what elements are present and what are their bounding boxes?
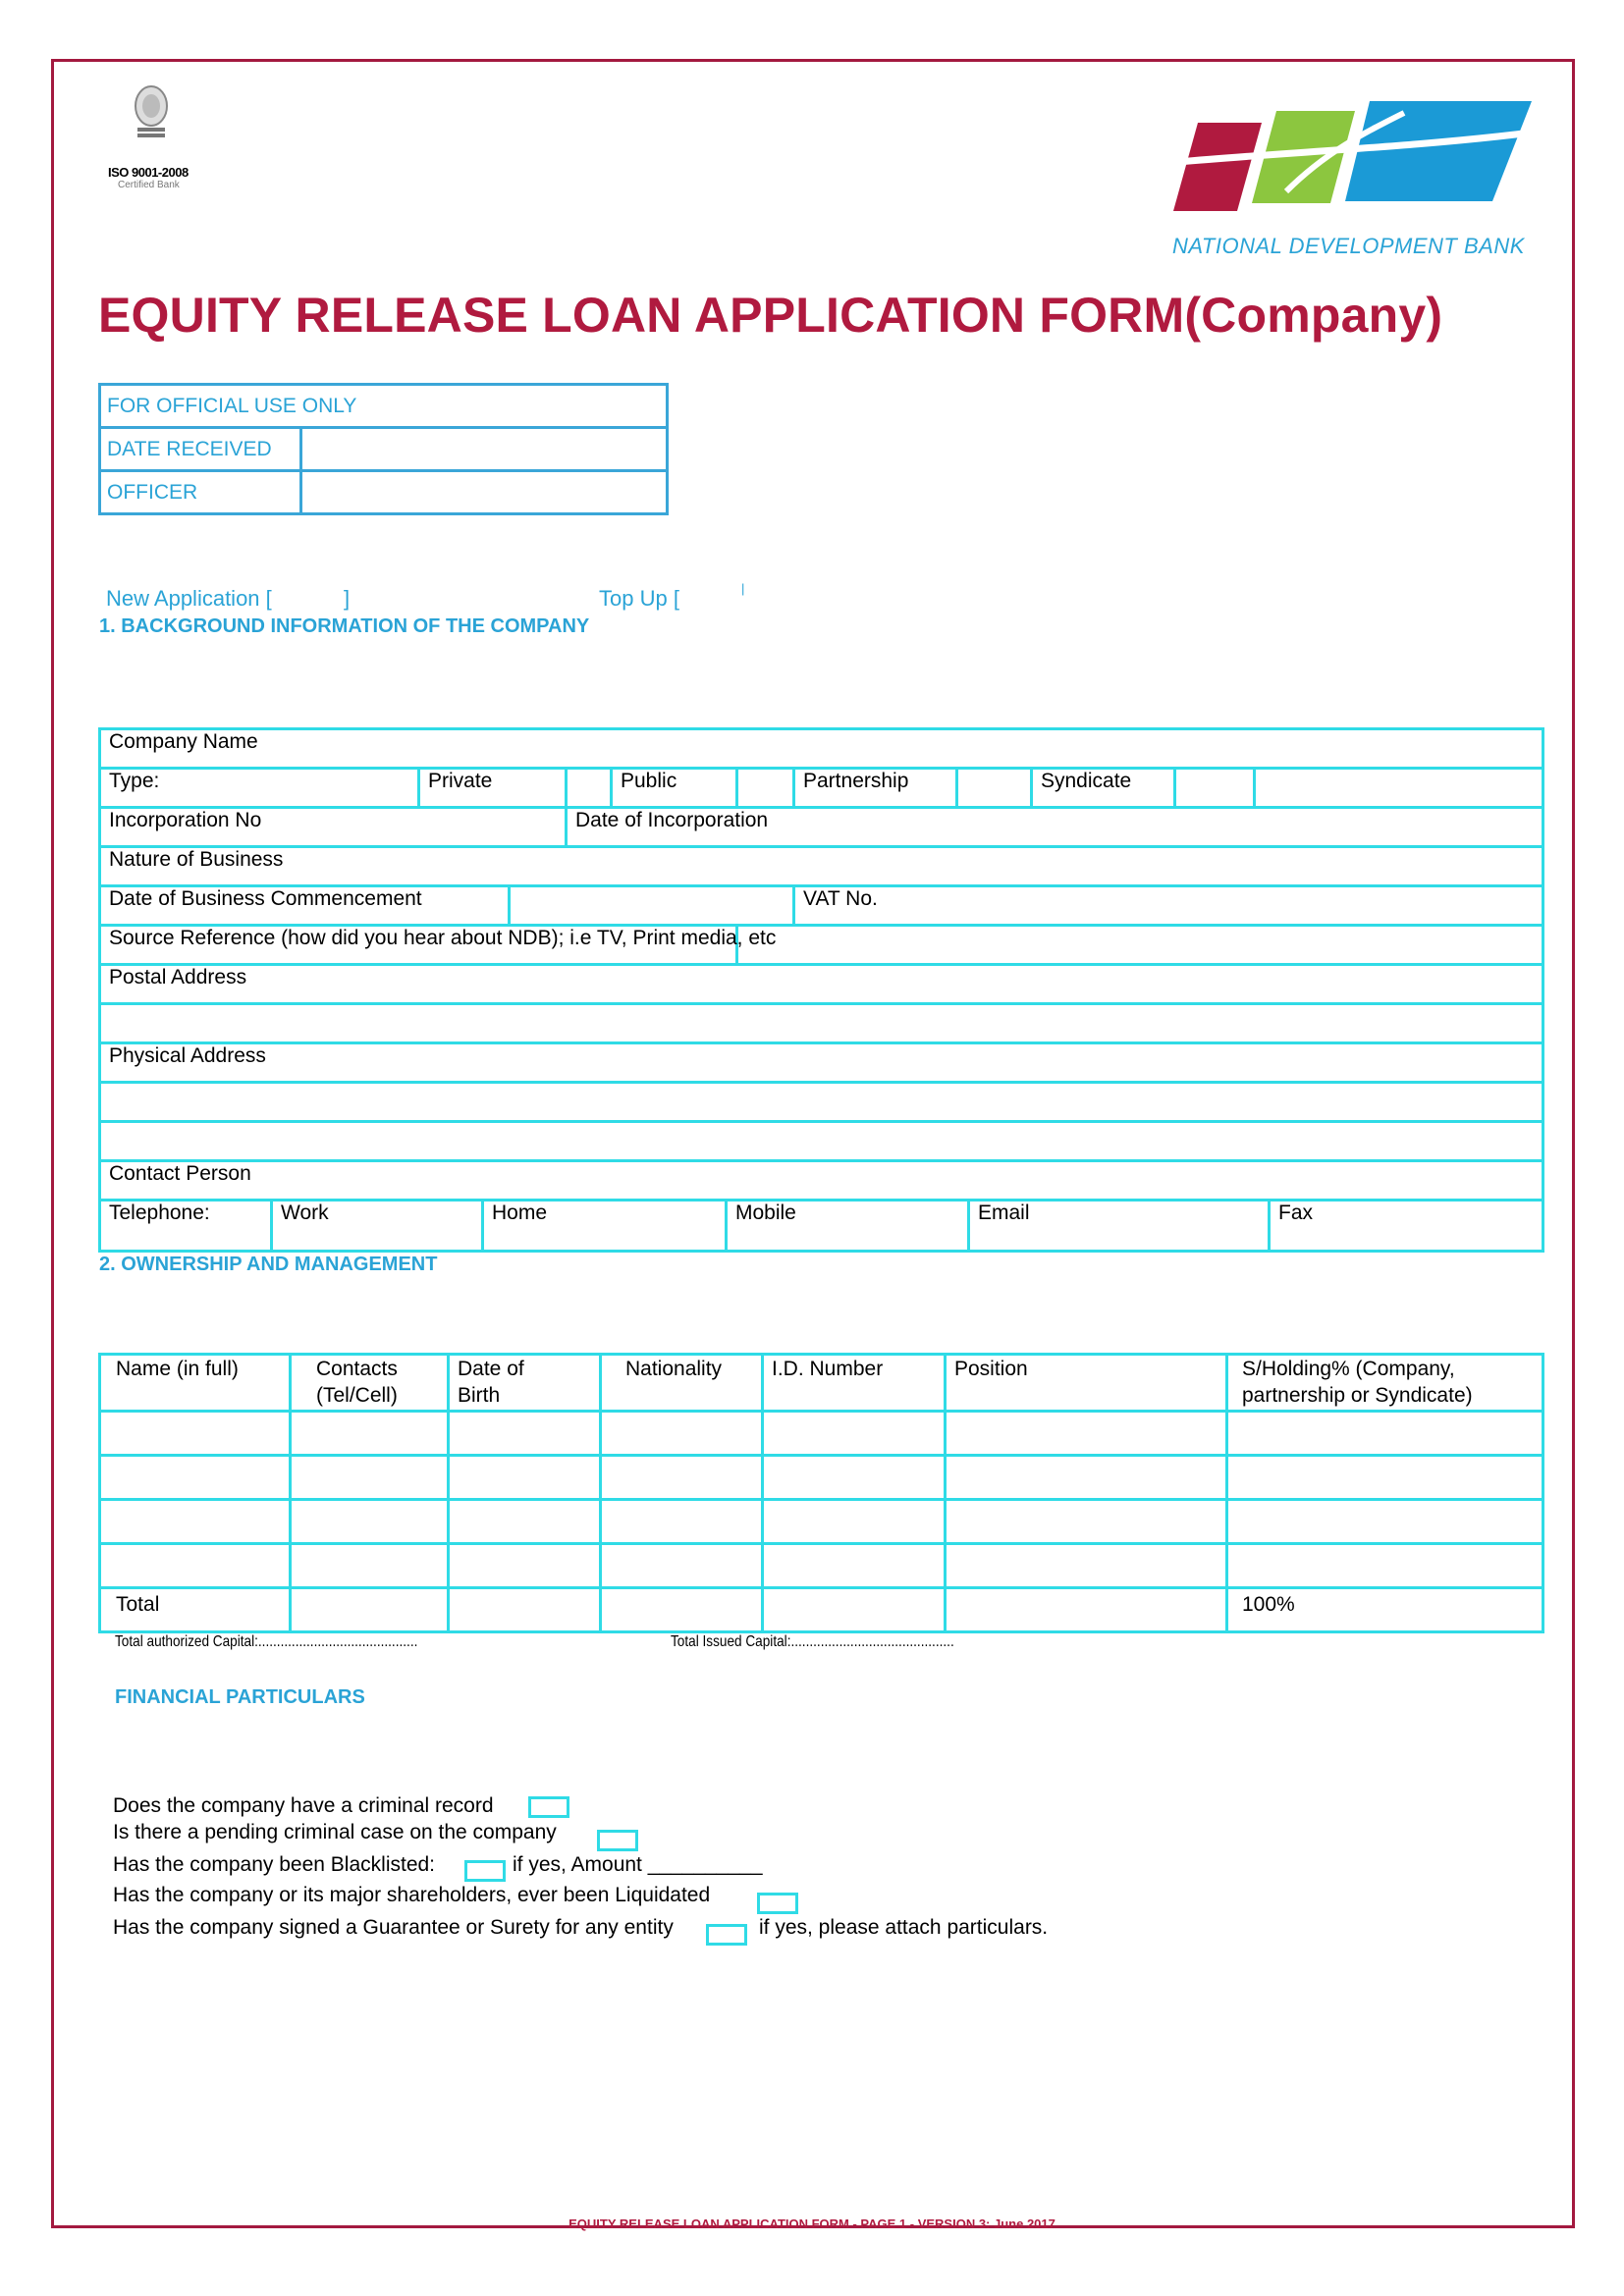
section2-heading: 2. OWNERSHIP AND MANAGEMENT [99,1254,438,1275]
owner-row [100,1412,1543,1456]
postal-address-field[interactable]: Postal Address [100,965,1543,1004]
guarantee-note: if yes, please attach particulars. [759,1916,1049,1939]
owner-cell[interactable] [946,1456,1227,1500]
criminal-record-checkbox[interactable] [528,1796,569,1818]
certification-seal-icon [132,84,171,139]
owner-cell[interactable] [946,1500,1227,1544]
col-position-header: Position [946,1355,1227,1412]
owner-cell[interactable] [601,1456,763,1500]
col-nationality-header: Nationality [601,1355,763,1412]
iso-logo [108,84,201,192]
owner-cell[interactable] [763,1500,946,1544]
home-phone-field[interactable]: Home [483,1201,727,1252]
physical-address-line2[interactable] [100,1083,1543,1122]
col-name-header: Name (in full) [100,1355,291,1412]
guarantee-checkbox[interactable] [706,1924,747,1946]
owner-cell[interactable] [601,1412,763,1456]
question-guarantee: Has the company signed a Guarantee or Surety for any entity [113,1916,674,1939]
page-footer: EQUITY RELEASE LOAN APPLICATION FORM - PAGE 1 - VERSION 3: June 2017 [568,2216,1056,2231]
topup-close: | [741,581,745,596]
mobile-phone-field[interactable]: Mobile [727,1201,969,1252]
ownership-table [98,1353,1544,1633]
owner-cell[interactable] [449,1412,601,1456]
source-reference-field[interactable] [737,926,1543,965]
date-incorporation-field[interactable]: Date of Incorporation [567,808,1543,847]
owner-cell[interactable] [763,1544,946,1588]
owner-cell[interactable] [291,1500,449,1544]
nature-business-field[interactable]: Nature of Business [100,847,1543,886]
owner-cell[interactable] [291,1456,449,1500]
owner-cell[interactable] [449,1456,601,1500]
company-info-table [98,727,1544,1201]
date-received-field[interactable] [301,428,668,471]
owner-cell[interactable] [946,1588,1227,1632]
owner-cell[interactable] [449,1500,601,1544]
question-pending-case: Is there a pending criminal case on the company [113,1821,557,1843]
owner-total-row [100,1588,1543,1632]
physical-address-line3[interactable] [100,1122,1543,1161]
fax-field[interactable]: Fax [1270,1201,1543,1252]
blacklisted-checkbox[interactable] [464,1860,506,1882]
owner-cell[interactable] [291,1544,449,1588]
type-label: Type: [100,769,419,808]
commencement-field[interactable] [510,886,794,926]
owner-cell[interactable] [100,1412,291,1456]
col-contacts-header: Contacts (Tel/Cell) [291,1355,449,1412]
owner-cell[interactable] [449,1544,601,1588]
work-phone-field[interactable]: Work [272,1201,483,1252]
owner-cell[interactable] [1227,1544,1543,1588]
official-use-table [98,383,669,515]
topup-checkbox[interactable] [687,586,736,612]
form-title: EQUITY RELEASE LOAN APPLICATION FORM(Company) [98,288,1443,343]
contact-person-field[interactable]: Contact Person [100,1161,1543,1201]
telephone-table [98,1199,1544,1253]
partnership-label: Partnership [794,769,957,808]
financial-heading: FINANCIAL PARTICULARS [115,1686,365,1708]
vat-field[interactable]: VAT No. [794,886,1543,926]
incorporation-no-field[interactable]: Incorporation No [100,808,567,847]
iso-sublabel: Certified Bank [118,180,180,190]
source-reference-label: Source Reference (how did you hear about NDB); i.e TV, Print media, etc [100,926,737,965]
total-label: Total [100,1588,291,1632]
owner-cell[interactable] [1227,1500,1543,1544]
new-application-close: ] [344,586,351,611]
owner-cell[interactable] [763,1588,946,1632]
owner-cell[interactable] [601,1500,763,1544]
question-blacklisted: Has the company been Blacklisted: [113,1853,436,1876]
commencement-label: Date of Business Commencement [100,886,510,926]
officer-label: OFFICER [100,471,301,514]
email-field[interactable]: Email [969,1201,1270,1252]
question-criminal-record: Does the company have a criminal record [113,1794,494,1817]
issued-capital: Total Issued Capital:............................................ [671,1633,954,1650]
owner-cell[interactable] [100,1456,291,1500]
iso-label: ISO 9001-2008 [108,165,189,180]
private-checkbox[interactable] [567,769,612,808]
date-received-label: DATE RECEIVED [100,428,301,471]
owner-cell[interactable] [1227,1412,1543,1456]
owner-row [100,1456,1543,1500]
telephone-label: Telephone: [100,1201,272,1252]
owner-cell[interactable] [946,1412,1227,1456]
topup-label: Top Up [ [599,586,679,611]
authorized-capital: Total authorized Capital:........................................... [115,1633,418,1650]
new-application-label: New Application [ [106,586,272,611]
pending-case-checkbox[interactable] [597,1830,638,1851]
owner-cell[interactable] [100,1500,291,1544]
ndb-name: NATIONAL DEVELOPMENT BANK [1172,234,1525,258]
official-header: FOR OFFICIAL USE ONLY [100,385,668,428]
liquidated-checkbox[interactable] [757,1893,798,1914]
col-dob-header: Date of Birth [449,1355,601,1412]
type-extra-field[interactable] [1255,769,1543,808]
postal-address-line2[interactable] [100,1004,1543,1043]
owner-cell[interactable] [601,1588,763,1632]
owner-cell[interactable] [601,1544,763,1588]
ndb-logo [1168,93,1542,265]
officer-field[interactable] [301,471,668,514]
owner-cell[interactable] [291,1412,449,1456]
col-shareholding-header: S/Holding% (Company, partnership or Syndicate) [1227,1355,1543,1412]
owner-cell[interactable] [1227,1456,1543,1500]
physical-address-field[interactable]: Physical Address [100,1043,1543,1083]
new-application-checkbox[interactable] [277,586,336,612]
col-id-header: I.D. Number [763,1355,946,1412]
ndb-emblem-icon [1168,93,1542,231]
owner-cell[interactable] [946,1544,1227,1588]
owner-cell[interactable] [100,1544,291,1588]
partnership-checkbox[interactable] [957,769,1032,808]
syndicate-label: Syndicate [1032,769,1175,808]
section1-heading: 1. BACKGROUND INFORMATION OF THE COMPANY [99,615,590,637]
company-name-field[interactable]: Company Name [100,729,1543,769]
owner-row [100,1500,1543,1544]
question-liquidated: Has the company or its major shareholders, ever been Liquidated [113,1884,711,1906]
total-percentage: 100% [1227,1588,1543,1632]
public-label: Public [612,769,737,808]
owner-row [100,1544,1543,1588]
public-checkbox[interactable] [737,769,794,808]
owner-cell[interactable] [763,1456,946,1500]
owner-cell[interactable] [449,1588,601,1632]
blacklisted-amount: if yes, Amount __________ [513,1853,763,1876]
private-label: Private [419,769,567,808]
syndicate-checkbox[interactable] [1175,769,1255,808]
owner-cell[interactable] [291,1588,449,1632]
owner-cell[interactable] [763,1412,946,1456]
